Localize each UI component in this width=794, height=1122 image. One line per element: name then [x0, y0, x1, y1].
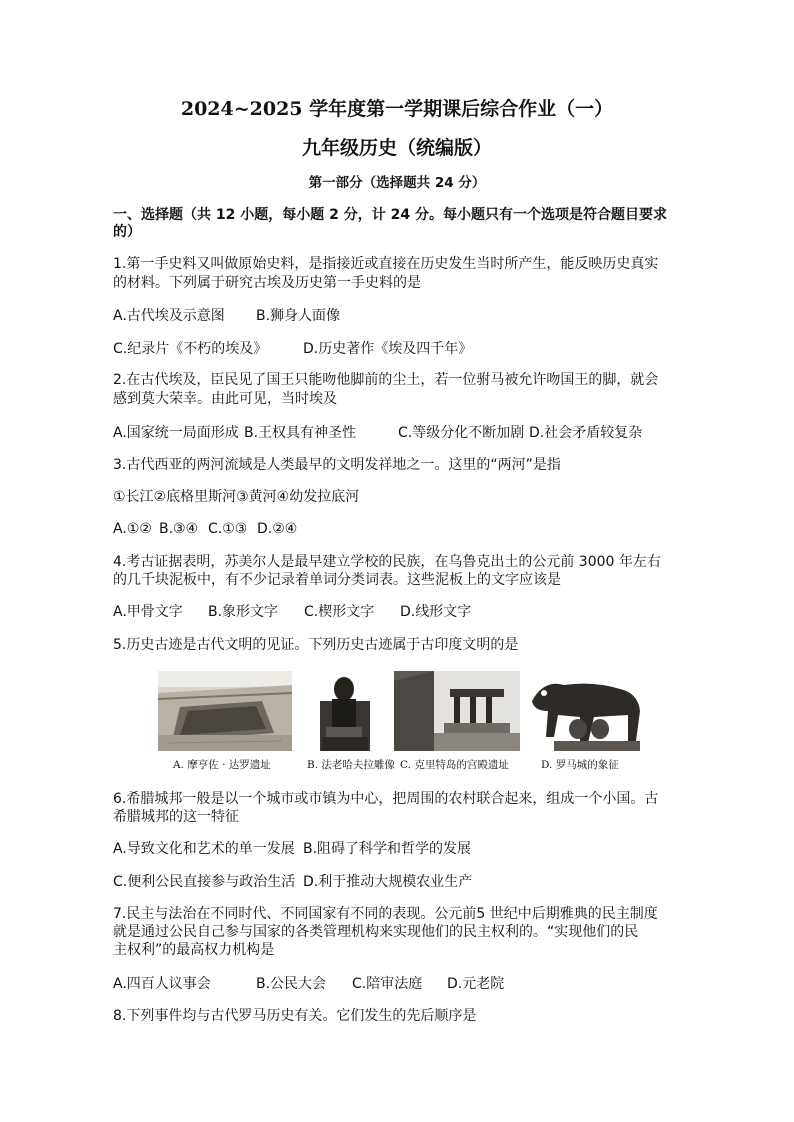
question-7-option-a: A.四百人议事会 [113, 976, 211, 992]
question-7-option-d: D.元老院 [447, 976, 505, 992]
question-4-stem-line2: 的几千块泥板中，有不少记录着单词分类词表。这些泥板上的文字应该是 [113, 572, 561, 588]
question-1-option-b: B.狮身人面像 [256, 308, 341, 324]
question-6-option-d: D.利于推动大规模农业生产 [303, 874, 473, 890]
question-4-option-c: C.楔形文字 [304, 604, 375, 620]
question-8-stem: 8.下列事件均与古代罗马历史有关。它们发生的先后顺序是 [113, 1008, 477, 1024]
question-3-option-c: C.①③ [208, 521, 248, 537]
question-2-option-a: A.国家统一局面形成 [113, 425, 239, 441]
khafre-statue-image [312, 671, 378, 751]
question-2-option-c: C.等级分化不断加剧 [398, 425, 525, 441]
question-1-option-c: C.纪录片《不朽的埃及》 [113, 341, 268, 357]
question-7-stem-line3: 主权利”的最高权力机构是 [113, 942, 275, 958]
mohenjo-daro-ruins-image [158, 671, 292, 751]
question-3-items: ①长江②底格里斯河③黄河④幼发拉底河 [113, 489, 360, 505]
question-4-stem-line1: 4.考古证据表明，苏美尔人是最早建立学校的民族，在乌鲁克出土的公元前 3000 年左右 [113, 554, 661, 570]
question-7-option-c: C.陪审法庭 [352, 976, 423, 992]
question-1-option-a: A.古代埃及示意图 [113, 308, 225, 324]
capitoline-wolf-image [524, 671, 650, 751]
image-caption-a: A. 摩亨佐 · 达罗遗址 [173, 759, 271, 771]
image-caption-b: B. 法老哈夫拉雕像 [307, 759, 395, 771]
question-2-stem-line2: 感到莫大荣幸。由此可见，当时埃及 [113, 391, 337, 407]
image-caption-d: D. 罗马城的象征 [541, 759, 619, 771]
exam-title: 2024~2025 学年度第一学期课后综合作业（一） [180, 98, 614, 120]
question-5-stem: 5.历史古迹是古代文明的见证。下列历史古迹属于古印度文明的是 [113, 637, 519, 653]
question-2-option-d: D.社会矛盾较复杂 [529, 425, 643, 441]
question-7-stem-line1: 7.民主与法治在不同时代、不同国家有不同的表现。公元前5 世纪中后期雅典的民主制度 [113, 906, 658, 922]
question-6-option-b: B.阻碍了科学和哲学的发展 [303, 841, 472, 857]
section-instruction-line1: 一、选择题（共 12 小题，每小题 2 分，计 24 分。每小题只有一个选项是符合题目要求 [113, 207, 667, 223]
question-3-option-a: A.①② [113, 521, 152, 537]
question-2-stem-line1: 2.在古代埃及，臣民见了国王只能吻他脚前的尘土，若一位驸马被允许吻国王的脚，就会 [113, 372, 659, 388]
part-heading: 第一部分（选择题共 24 分） [308, 175, 486, 191]
question-7-stem-line2: 就是通过公民自己参与国家的各类管理机构来实现他们的民主权利的。“实现他们的民 [113, 924, 639, 940]
question-6-option-a: A.导致文化和艺术的单一发展 [113, 841, 295, 857]
question-1-stem-line2: 的材料。下列属于研究古埃及历史第一手史料的是 [113, 275, 421, 291]
image-caption-c: C. 克里特岛的宫殿遗址 [400, 759, 509, 771]
question-3-stem: 3.古代西亚的两河流域是人类最早的文明发祥地之一。这里的“两河”是指 [113, 457, 561, 473]
crete-palace-ruins-image [394, 671, 520, 751]
question-6-stem-line1: 6.希腊城邦一般是以一个城市或市镇为中心，把周围的农村联合起来，组成一个小国。古 [113, 791, 659, 807]
question-1-stem-line1: 1.第一手史料又叫做原始史料，是指接近或直接在历史发生当时所产生，能反映历史真实 [113, 256, 659, 272]
question-3-option-b: B.③④ [159, 521, 199, 537]
question-4-option-a: A.甲骨文字 [113, 604, 183, 620]
question-7-option-b: B.公民大会 [256, 976, 327, 992]
question-3-option-d: D.②④ [257, 521, 298, 537]
question-6-stem-line2: 希腊城邦的这一特征 [113, 809, 239, 825]
section-instruction-line2: 的） [113, 224, 141, 240]
question-6-option-c: C.便利公民直接参与政治生活 [113, 874, 296, 890]
question-2-option-b: B.王权具有神圣性 [244, 425, 357, 441]
question-1-option-d: D.历史著作《埃及四千年》 [303, 341, 473, 357]
question-4-option-d: D.线形文字 [400, 604, 472, 620]
question-4-option-b: B.象形文字 [208, 604, 279, 620]
exam-subtitle: 九年级历史（统编版） [301, 137, 492, 159]
